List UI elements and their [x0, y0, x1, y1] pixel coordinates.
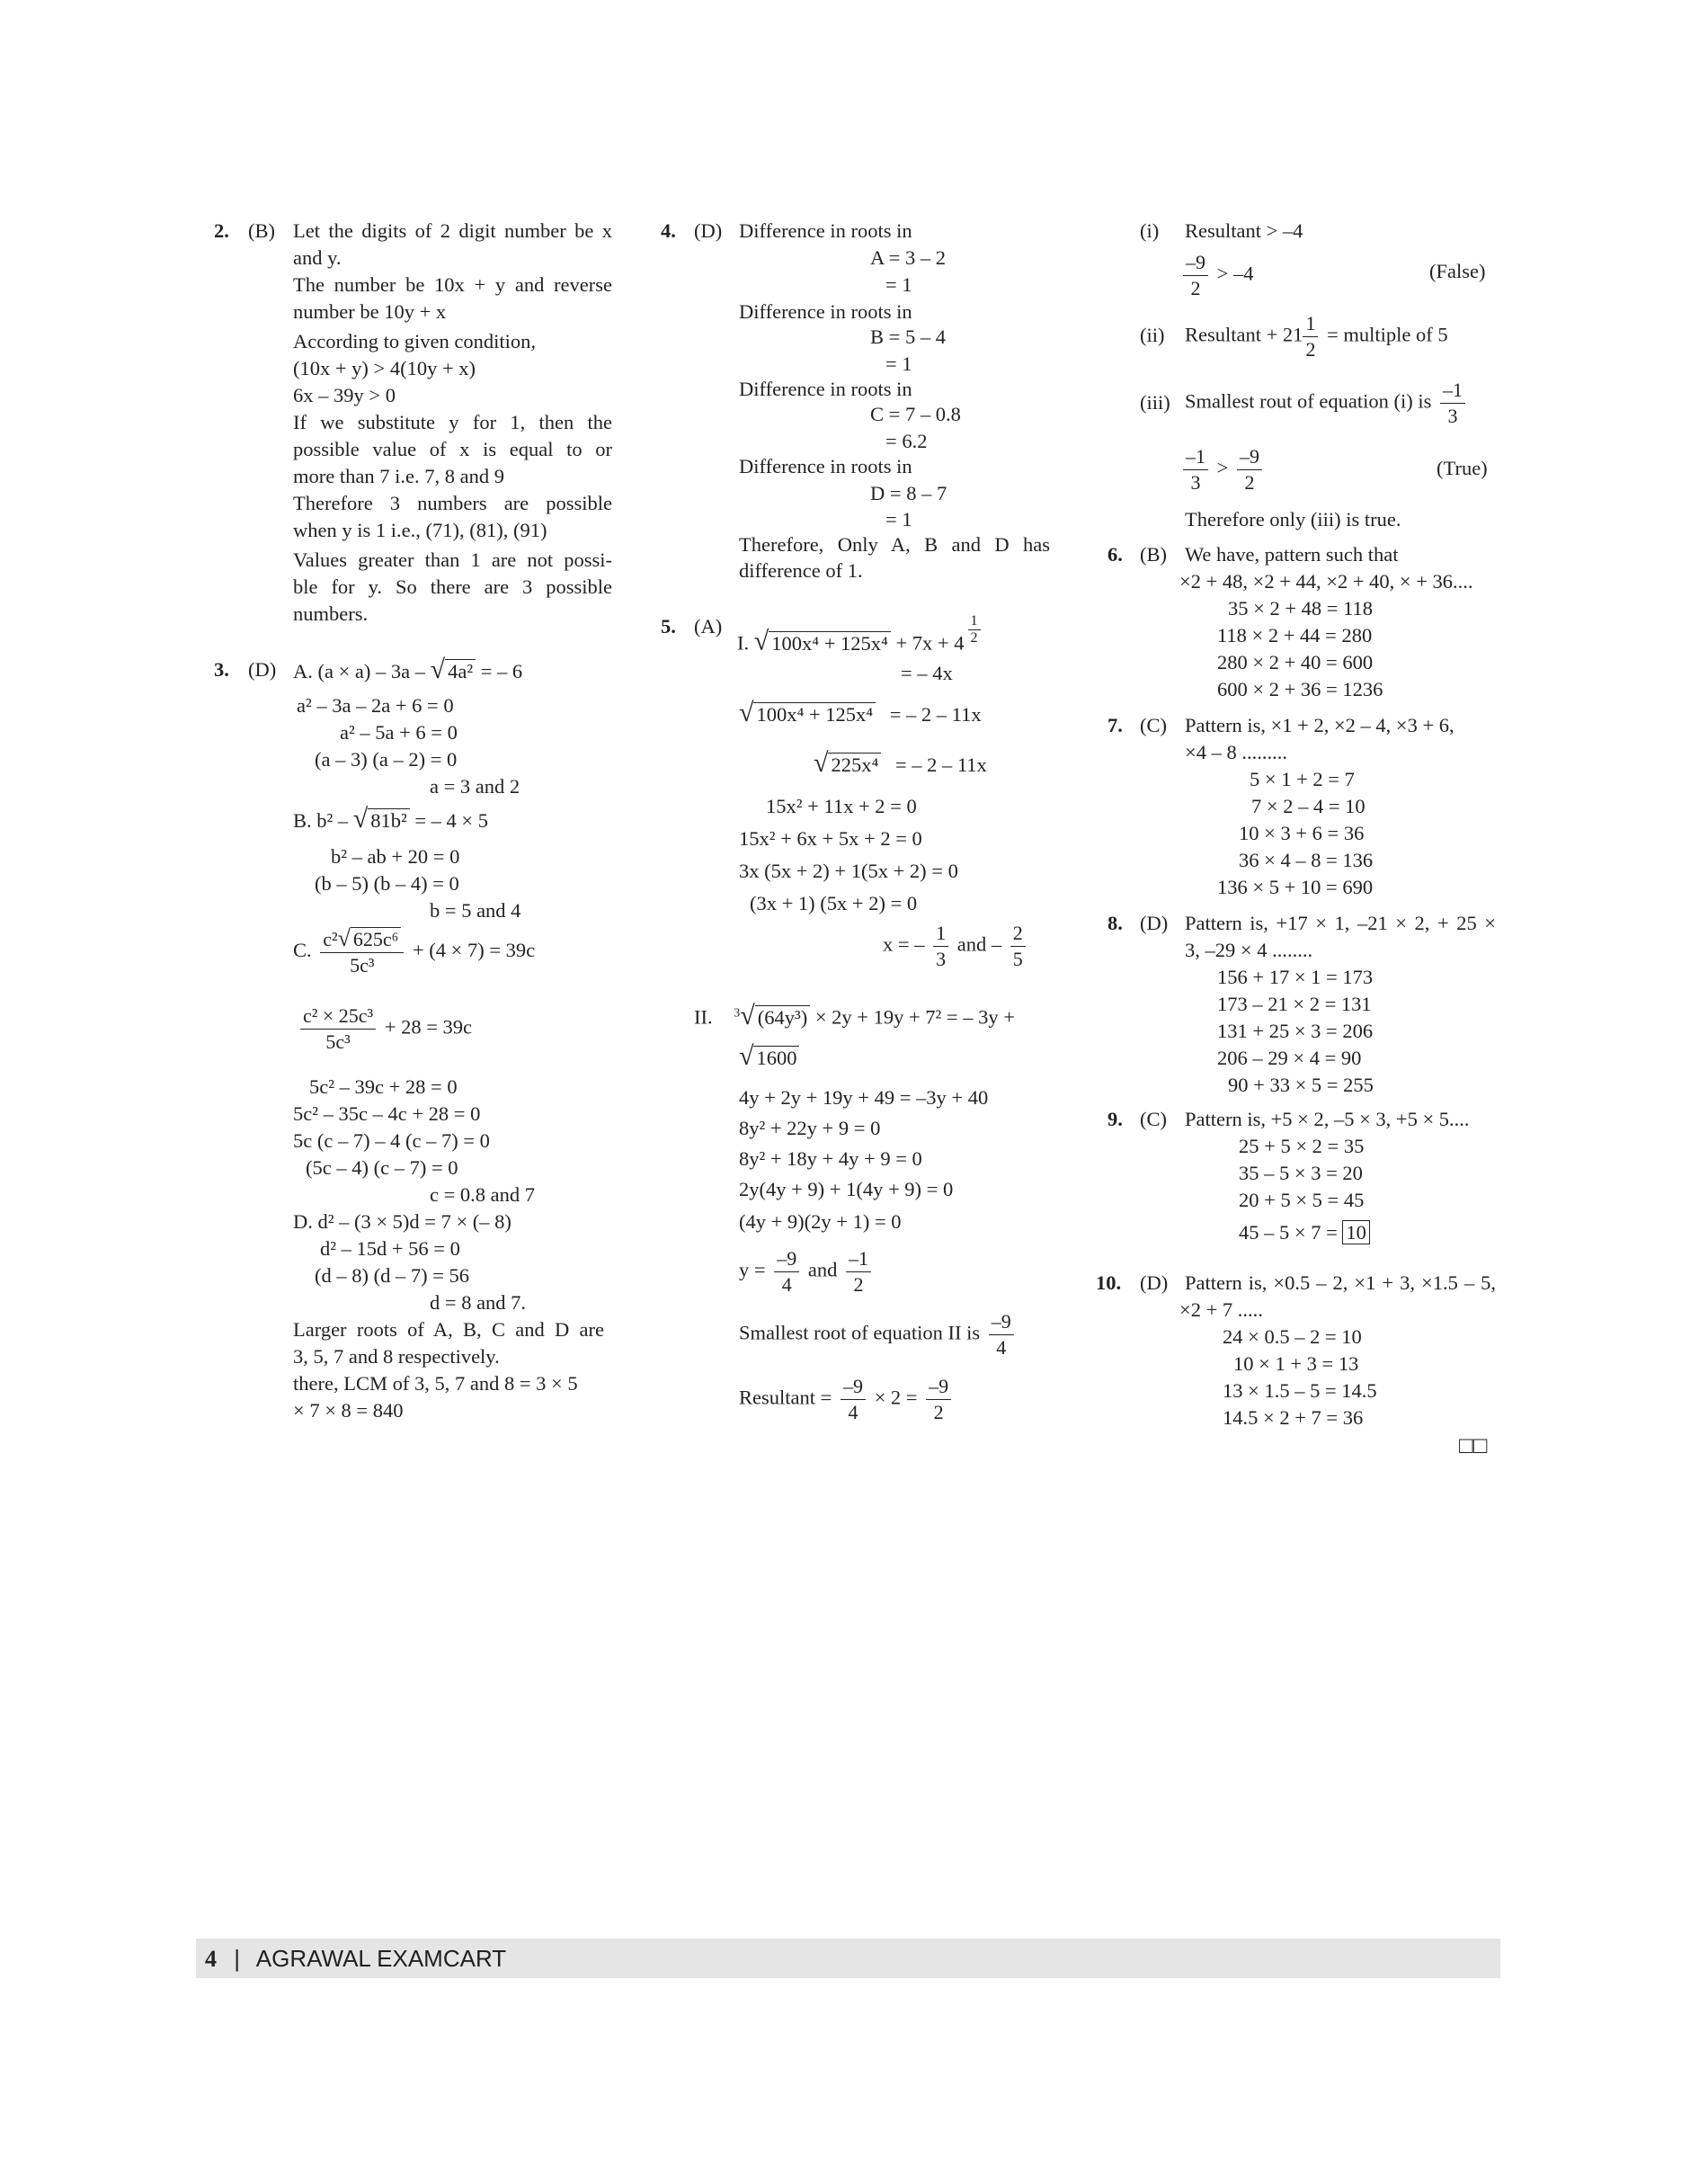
- q3-d-equation: D. d² – (3 × 5)d = 7 × (– 8): [293, 1210, 512, 1233]
- q7-answer: (C): [1140, 714, 1167, 736]
- q3-c-step-3: (5c – 4) (c – 7) = 0: [306, 1156, 458, 1179]
- q2-line-6: 6x – 39y > 0: [293, 384, 396, 406]
- q8-step-4: 90 + 33 × 5 = 255: [1228, 1074, 1374, 1096]
- q3-a-step-1: a² – 5a + 6 = 0: [340, 721, 458, 744]
- c3-iii-label: (iii): [1140, 391, 1170, 414]
- q4-res-c: = 6.2: [885, 430, 928, 452]
- q6-line-0: We have, pattern such that: [1185, 543, 1399, 566]
- q4-eq-b: B = 5 – 4: [870, 325, 946, 348]
- q5-i-step-2: 3x (5x + 2) + 1(5x + 2) = 0: [739, 860, 958, 882]
- q3-answer: (D): [248, 658, 277, 681]
- q6-step-0: 35 × 2 + 48 = 118: [1228, 597, 1373, 620]
- c3-ii-text: Resultant + 21 $\frac{1}{2}$ = multiple of 5: [1185, 312, 1448, 361]
- q3-number: 3.: [214, 658, 229, 681]
- q5-resultant: Resultant = $\frac{-9}{4}$ × 2 = $\frac{-9}{2}$: [739, 1374, 955, 1425]
- q5-i-equation: I. √ 100x⁴ + 125x⁴ + 7x + 4 $\frac{1}{2}$: [737, 613, 984, 657]
- q9-line-0: Pattern is, +5 × 2, –5 × 3, +5 × 5....: [1185, 1108, 1470, 1130]
- q2-line-5: (10x + y) > 4(10y + x): [293, 357, 476, 379]
- q4-header-a: Difference in roots in: [739, 219, 912, 242]
- q7-step-2: 10 × 3 + 6 = 36: [1239, 822, 1365, 844]
- q8-step-2: 131 + 25 × 3 = 206: [1217, 1020, 1374, 1042]
- q5-ii-root2: √ 1600: [739, 1043, 799, 1072]
- q6-step-3: 600 × 2 + 36 = 1236: [1217, 678, 1383, 700]
- q7-line-1: ×4 – 8 .........: [1185, 741, 1287, 763]
- q5-answer: (A): [694, 615, 723, 638]
- q10-answer: (D): [1140, 1271, 1169, 1294]
- q5-ii-step-3: 2y(4y + 9) + 1(4y + 9) = 0: [739, 1178, 954, 1200]
- q4-header-b: Difference in roots in: [739, 300, 912, 323]
- q3-conclusion-2: there, LCM of 3, 5, 7 and 8 = 3 × 5: [293, 1372, 578, 1395]
- q6-answer: (B): [1140, 543, 1167, 566]
- q6-line-1: ×2 + 48, ×2 + 44, ×2 + 40, × + 36....: [1179, 570, 1473, 593]
- q2-answer: (B): [248, 219, 275, 242]
- q5-ii-solution: y = $\frac{-9}{4}$ and $\frac{-1}{2}$: [739, 1246, 875, 1297]
- q2-number: 2.: [214, 219, 229, 242]
- q4-number: 4.: [661, 219, 676, 242]
- q8-step-3: 206 – 29 × 4 = 90: [1217, 1047, 1362, 1069]
- q4-res-b: = 1: [885, 352, 912, 375]
- q8-step-0: 156 + 17 × 1 = 173: [1217, 966, 1374, 988]
- q4-conclusion-1: difference of 1.: [739, 559, 863, 582]
- q3-d-step-2: d = 8 and 7.: [430, 1291, 527, 1314]
- q8-line-0: Pattern is, +17 × 1, –21 × 2, + 25 ×: [1185, 912, 1496, 934]
- q5-i-step-root-2: √ 225x⁴ = – 2 – 11x: [814, 748, 987, 778]
- q3-b-equation: B. b² – √ 81b² = – 4 × 5: [293, 804, 488, 834]
- q7-step-0: 5 × 1 + 2 = 7: [1250, 768, 1355, 790]
- q3-b-step-1: (b – 5) (b – 4) = 0: [315, 872, 459, 895]
- q5-ii-step-4: (4y + 9)(2y + 1) = 0: [739, 1210, 902, 1233]
- q8-answer: (D): [1140, 912, 1169, 934]
- c3-i-text: Resultant > –4: [1185, 219, 1303, 242]
- q5-ii-step-1: 8y² + 22y + 9 = 0: [739, 1117, 881, 1139]
- q8-line-1: 3, –29 × 4 ........: [1185, 939, 1313, 961]
- q2-line-4: According to given condition,: [293, 330, 536, 352]
- q5-smallest: Smallest root of equation II is $\frac{-9}{4}$: [739, 1309, 1018, 1360]
- q3-b-root: 81b²: [368, 808, 410, 832]
- q5-i-step-root-1: √ 100x⁴ + 125x⁴ = – 2 – 11x: [739, 698, 982, 727]
- q4-answer: (D): [694, 219, 723, 242]
- q9-step-2: 20 + 5 × 5 = 45: [1239, 1189, 1365, 1211]
- q5-i-step-3: (3x + 1) (5x + 2) = 0: [750, 892, 918, 914]
- q4-res-a: = 1: [885, 273, 912, 296]
- q2-line-10: Therefore 3 numbers are possible: [293, 492, 612, 514]
- q10-line-0: Pattern is, ×0.5 – 2, ×1 + 3, ×1.5 – 5,: [1185, 1271, 1496, 1294]
- q2-line-12: Values greater than 1 are not possi-: [293, 548, 612, 571]
- q3-c2-equation: $\frac{\text{c² × 25c³}}{\text{5c³}}$ + 28 = 39c: [297, 1003, 472, 1055]
- q7-line-0: Pattern is, ×1 + 2, ×2 – 4, ×3 + 6,: [1185, 714, 1454, 736]
- q3-c-step-0: 5c² – 39c + 28 = 0: [309, 1075, 458, 1098]
- c3-ii-label: (ii): [1140, 324, 1165, 346]
- q5-ii-step-0: 4y + 2y + 19y + 49 = –3y + 40: [739, 1086, 989, 1109]
- q3-conclusion-3: × 7 × 8 = 840: [293, 1399, 404, 1422]
- q4-eq-d: D = 8 – 7: [870, 482, 947, 504]
- q10-line-1: ×2 + 7 .....: [1179, 1298, 1263, 1321]
- q3-c-step-1: 5c² – 35c – 4c + 28 = 0: [293, 1102, 481, 1125]
- q2-line-9: more than 7 i.e. 7, 8 and 9: [293, 465, 504, 487]
- q3-c-step-4: c = 0.8 and 7: [430, 1183, 536, 1206]
- q4-header-c: Difference in roots in: [739, 378, 912, 400]
- q4-res-d: = 1: [885, 508, 912, 531]
- q5-number: 5.: [661, 615, 676, 638]
- q2-line-0: Let the digits of 2 digit number be x: [293, 219, 612, 242]
- q3-d-step-1: (d – 8) (d – 7) = 56: [315, 1264, 470, 1287]
- q3-c-root: 625c⁶: [351, 927, 401, 950]
- q9-step-0: 25 + 5 × 2 = 35: [1239, 1135, 1365, 1157]
- q10-step-2: 13 × 1.5 – 5 = 14.5: [1223, 1379, 1377, 1402]
- q2-line-1: and y.: [293, 246, 342, 269]
- q10-step-1: 10 × 1 + 3 = 13: [1233, 1352, 1359, 1375]
- q10-step-0: 24 × 0.5 – 2 = 10: [1223, 1325, 1362, 1348]
- q2-line-8: possible value of x is equal to or: [293, 438, 612, 460]
- q5-ii-step-2: 8y² + 18y + 4y + 9 = 0: [739, 1147, 922, 1170]
- q9-number: 9.: [1108, 1108, 1123, 1130]
- q2-line-14: numbers.: [293, 602, 369, 625]
- q7-step-4: 136 × 5 + 10 = 690: [1217, 876, 1374, 898]
- q4-header-d: Difference in roots in: [739, 455, 912, 477]
- q5-i-step-0: 15x² + 11x + 2 = 0: [766, 795, 917, 817]
- q2-line-7: If we substitute y for 1, then the: [293, 411, 612, 433]
- c3-iii-compare: $\frac{-1}{3}$ > $\frac{-9}{2}$: [1179, 444, 1266, 495]
- q5-i-root: 100x⁴ + 125x⁴: [769, 631, 891, 655]
- q5-i-rhs: = – 4x: [901, 662, 953, 684]
- brand-name: AGRAWAL EXAMCART: [255, 1945, 507, 1972]
- q3-b-step-0: b² – ab + 20 = 0: [331, 845, 460, 868]
- q9-step-1: 35 – 5 × 3 = 20: [1239, 1162, 1363, 1184]
- q3-a-equation: A. (a × a) – 3a – √ 4a² = – 6: [293, 655, 523, 684]
- q9-step-3: 45 – 5 × 7 = 10: [1239, 1219, 1370, 1246]
- q3-a-step-0: a² – 3a – 2a + 6 = 0: [297, 694, 454, 717]
- q4-eq-c: C = 7 – 0.8: [870, 403, 961, 425]
- q9-answer: (C): [1140, 1108, 1167, 1130]
- q6-number: 6.: [1108, 543, 1123, 566]
- c3-iii-text: Smallest rout of equation (i) is $\frac{-1}{3}$: [1185, 378, 1469, 429]
- c3-i-compare: $\frac{-9}{2}$ > –4: [1179, 250, 1253, 301]
- q5-i-step-1: 15x² + 6x + 5x + 2 = 0: [739, 827, 922, 850]
- q2-line-11: when y is 1 i.e., (71), (81), (91): [293, 519, 547, 541]
- q5-ii-equation: II. $^3$√ (64y³) × 2y + 19y + 7² = – 3y +: [694, 1000, 1015, 1030]
- q2-line-2: The number be 10x + y and reverse: [293, 273, 612, 296]
- c3-iii-verdict: (True): [1437, 457, 1488, 479]
- q3-c-step-2: 5c (c – 7) – 4 (c – 7) = 0: [293, 1129, 490, 1152]
- footer: [205, 1940, 506, 1978]
- q7-number: 7.: [1108, 714, 1123, 736]
- q7-step-1: 7 × 2 – 4 = 10: [1251, 795, 1366, 817]
- q6-step-1: 118 × 2 + 44 = 280: [1217, 624, 1373, 647]
- q4-eq-a: A = 3 – 2: [870, 246, 946, 269]
- q5-i-solution: x = – $\frac{1}{3}$ and – $\frac{2}{5}$: [883, 921, 1029, 972]
- c3-conclusion: Therefore only (iii) is true.: [1185, 508, 1401, 531]
- q4-conclusion-0: Therefore, Only A, B and D has: [739, 533, 1050, 556]
- q3-conclusion-1: 3, 5, 7 and 8 respectively.: [293, 1345, 500, 1368]
- q9-boxed-answer: 10: [1342, 1220, 1370, 1244]
- q7-step-3: 36 × 4 – 8 = 136: [1239, 849, 1374, 871]
- q8-number: 8.: [1108, 912, 1123, 934]
- q6-step-2: 280 × 2 + 40 = 600: [1217, 651, 1374, 673]
- q3-conclusion-0: Larger roots of A, B, C and D are: [293, 1318, 604, 1341]
- q3-a-step-3: a = 3 and 2: [430, 775, 520, 798]
- end-marker: □□: [1459, 1432, 1488, 1458]
- q10-step-3: 14.5 × 2 + 7 = 36: [1223, 1406, 1364, 1429]
- q3-a-root: 4a²: [445, 659, 476, 682]
- page-number: 4: [205, 1946, 217, 1972]
- c3-i-verdict: (False): [1429, 260, 1486, 282]
- q8-step-1: 173 – 21 × 2 = 131: [1217, 993, 1372, 1015]
- q3-d-step-0: d² – 15d + 56 = 0: [320, 1237, 460, 1260]
- q2-line-13: ble for y. So there are 3 possible: [293, 575, 612, 598]
- q3-a-step-2: (a – 3) (a – 2) = 0: [315, 748, 458, 771]
- q3-b-step-2: b = 5 and 4: [430, 899, 521, 922]
- q10-number: 10.: [1096, 1271, 1122, 1294]
- footer-separator: |: [234, 1945, 240, 1972]
- q3-c-equation: C. $\frac{\text{c²√ 625c⁶}}{\text{5c³}}$ + (4 × 7) = 39c: [293, 925, 536, 976]
- q2-line-3: number be 10y + x: [293, 300, 447, 323]
- c3-i-label: (i): [1140, 219, 1160, 242]
